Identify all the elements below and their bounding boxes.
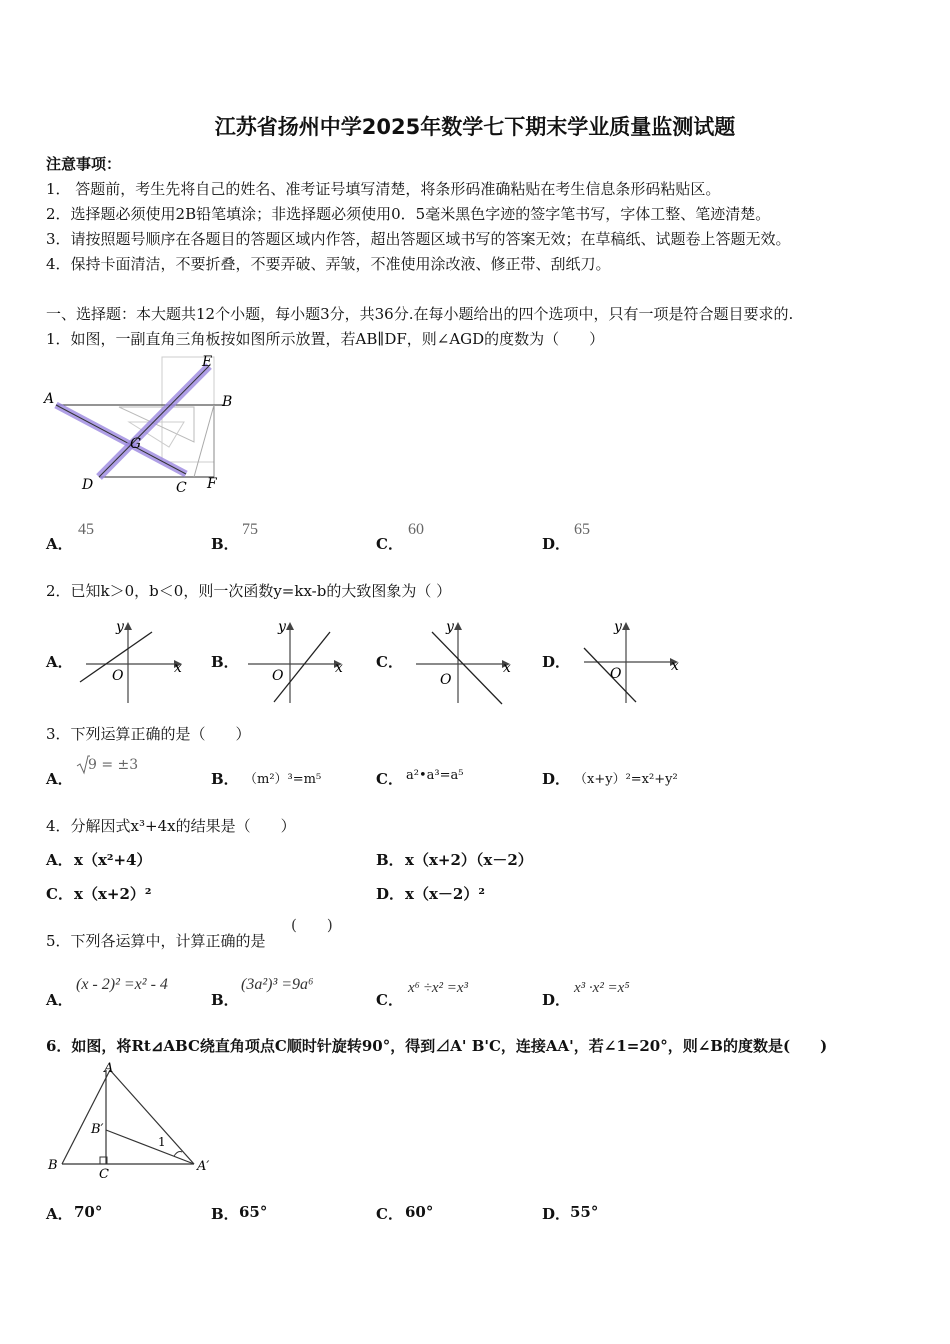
- q2-graph-c: [414, 618, 524, 708]
- q2-d-x: x: [671, 658, 679, 674]
- q1-option-b-letter: B．: [211, 535, 239, 553]
- q1-option-a-letter: A．: [46, 535, 73, 553]
- q2-a-y: y: [116, 619, 124, 635]
- q6-label-bprime: B′: [91, 1122, 104, 1137]
- q5-paren: ( ): [291, 916, 333, 934]
- notice-item-3: 3．请按照题号顺序在各题目的答题区域内作答，超出答题区域书写的答案无效；在草稿纸、试题卷上答题无效。: [46, 230, 791, 248]
- q2-stem: 2．已知k＞0，b＜0，则一次函数y=kx-b的大致图象为（ ）: [46, 582, 452, 600]
- q3-option-c-letter: C．: [376, 770, 403, 788]
- q3-option-a-letter: A．: [46, 770, 73, 788]
- q6-option-b-text: 65°: [239, 1203, 268, 1221]
- q2-d-y: y: [614, 619, 622, 635]
- q2-a-x: x: [174, 660, 182, 676]
- q4-option-b-text: x（x+2）（x－2）: [405, 851, 533, 869]
- q4-stem: 4．分解因式x³+4x的结果是（ ）: [46, 817, 296, 835]
- label-c: C: [176, 480, 187, 496]
- q6-label-angle1: 1: [158, 1135, 166, 1149]
- q1-stem: 1．如图，一副直角三角板按如图所示放置，若AB∥DF，则∠AGD的度数为（ ）: [46, 330, 605, 348]
- q6-option-b-letter: B．: [211, 1205, 239, 1223]
- label-a: A: [44, 391, 55, 407]
- q5-option-a-text: (x - 2)² =x² - 4: [76, 976, 168, 993]
- q2-graph-b: [246, 618, 356, 708]
- q4-option-d-letter: D．: [376, 885, 405, 903]
- q6-label-b: B: [48, 1158, 58, 1173]
- label-d: D: [82, 477, 94, 493]
- q4-option-c-letter: C．: [46, 885, 73, 903]
- q2-b-o: O: [272, 668, 284, 684]
- q6-label-aprime: A′: [197, 1159, 210, 1174]
- q2-c-y: y: [446, 619, 454, 635]
- notice-item-4: 4．保持卡面清洁，不要折叠，不要弄破、弄皱，不准使用涂改液、修正带、刮纸刀。: [46, 255, 611, 273]
- q5-option-c-letter: C．: [376, 991, 403, 1009]
- q4-option-a-letter: A．: [46, 851, 73, 869]
- notice-item-2: 2．选择题必须使用2B铅笔填涂；非选择题必须使用0．5毫米黑色字迹的签字笔书写，字体工整、笔迹清楚。: [46, 205, 771, 223]
- q5-option-c-text: x⁶ ÷x² =x³: [408, 980, 469, 996]
- q6-option-a-text: 70°: [74, 1203, 103, 1221]
- q1-option-b-text: 75: [242, 521, 258, 538]
- q6-stem: 6．如图，将Rt⊿ABC绕直角项点C顺时针旋转90°，得到⊿A' B'C，连接AA'，若∠1=20°，则∠B的度数是( ): [46, 1037, 828, 1055]
- q2-option-d-letter: D．: [542, 653, 571, 671]
- q5-option-a-letter: A．: [46, 991, 73, 1009]
- q1-option-c-letter: C．: [376, 535, 403, 553]
- q6-option-c-text: 60°: [405, 1203, 434, 1221]
- q4-option-c-text: x（x+2）²: [74, 885, 152, 903]
- q2-a-o: O: [112, 668, 124, 684]
- q3-option-a-text: 9 = ±3: [88, 757, 139, 773]
- q6-label-c: C: [99, 1167, 109, 1182]
- q5-option-d-text: x³ ·x² =x⁵: [574, 980, 630, 996]
- q1-option-a-text: 45: [78, 521, 94, 538]
- q6-option-a-letter: A．: [46, 1205, 73, 1223]
- label-f: F: [207, 476, 217, 492]
- q6-option-c-letter: C．: [376, 1205, 403, 1223]
- q6-figure: [44, 1060, 224, 1185]
- q3-option-b-text: （m²）³=m⁵: [244, 772, 322, 787]
- notice-heading: 注意事项：: [46, 155, 122, 173]
- q3-stem: 3．下列运算正确的是（ ）: [46, 725, 251, 743]
- q2-option-a-letter: A．: [46, 653, 73, 671]
- q2-option-c-letter: C．: [376, 653, 403, 671]
- q5-option-b-letter: B．: [211, 991, 239, 1009]
- section-heading: 一、选择题：本大题共12个小题，每小题3分，共36分.在每小题给出的四个选项中，只有一项是符合题目要求的.: [46, 305, 794, 323]
- q2-d-o: O: [610, 666, 622, 682]
- q3-option-b-letter: B．: [211, 770, 239, 788]
- q4-option-a-text: x（x²+4）: [74, 851, 152, 869]
- q2-c-x: x: [503, 660, 511, 676]
- q2-graph-d: [582, 618, 692, 708]
- notice-item-1: 1． 答题前，考生先将自己的姓名、准考证号填写清楚，将条形码准确粘贴在考生信息条形码粘贴区。: [46, 180, 721, 198]
- q2-option-b-letter: B．: [211, 653, 239, 671]
- q5-option-b-text: (3a²)³ =9a⁶: [241, 976, 314, 993]
- page-title: 江苏省扬州中学2025年数学七下期末学业质量监测试题: [214, 115, 736, 139]
- q1-option-c-text: 60: [408, 521, 424, 538]
- q1-figure: [44, 352, 234, 497]
- q2-b-y: y: [278, 619, 286, 635]
- q6-option-d-letter: D．: [542, 1205, 571, 1223]
- q3-option-d-letter: D．: [542, 770, 571, 788]
- q2-graph-a: [78, 618, 188, 708]
- q3-option-c-text: a²•a³=a⁵: [406, 768, 464, 783]
- label-g: G: [130, 436, 142, 452]
- q1-option-d-text: 65: [574, 521, 590, 538]
- q4-option-b-letter: B．: [376, 851, 404, 869]
- label-b: B: [222, 394, 233, 410]
- q3-option-d-text: （x+y）²=x²+y²: [574, 772, 678, 787]
- q6-option-d-text: 55°: [570, 1203, 599, 1221]
- q4-option-d-text: x（x－2）²: [405, 885, 485, 903]
- q2-b-x: x: [335, 660, 343, 676]
- q2-c-o: O: [440, 672, 452, 688]
- q1-option-d-letter: D．: [542, 535, 571, 553]
- q6-label-a: A: [104, 1061, 114, 1076]
- q5-option-d-letter: D．: [542, 991, 571, 1009]
- q5-stem: 5．下列各运算中，计算正确的是: [46, 932, 266, 950]
- label-e: E: [202, 354, 213, 370]
